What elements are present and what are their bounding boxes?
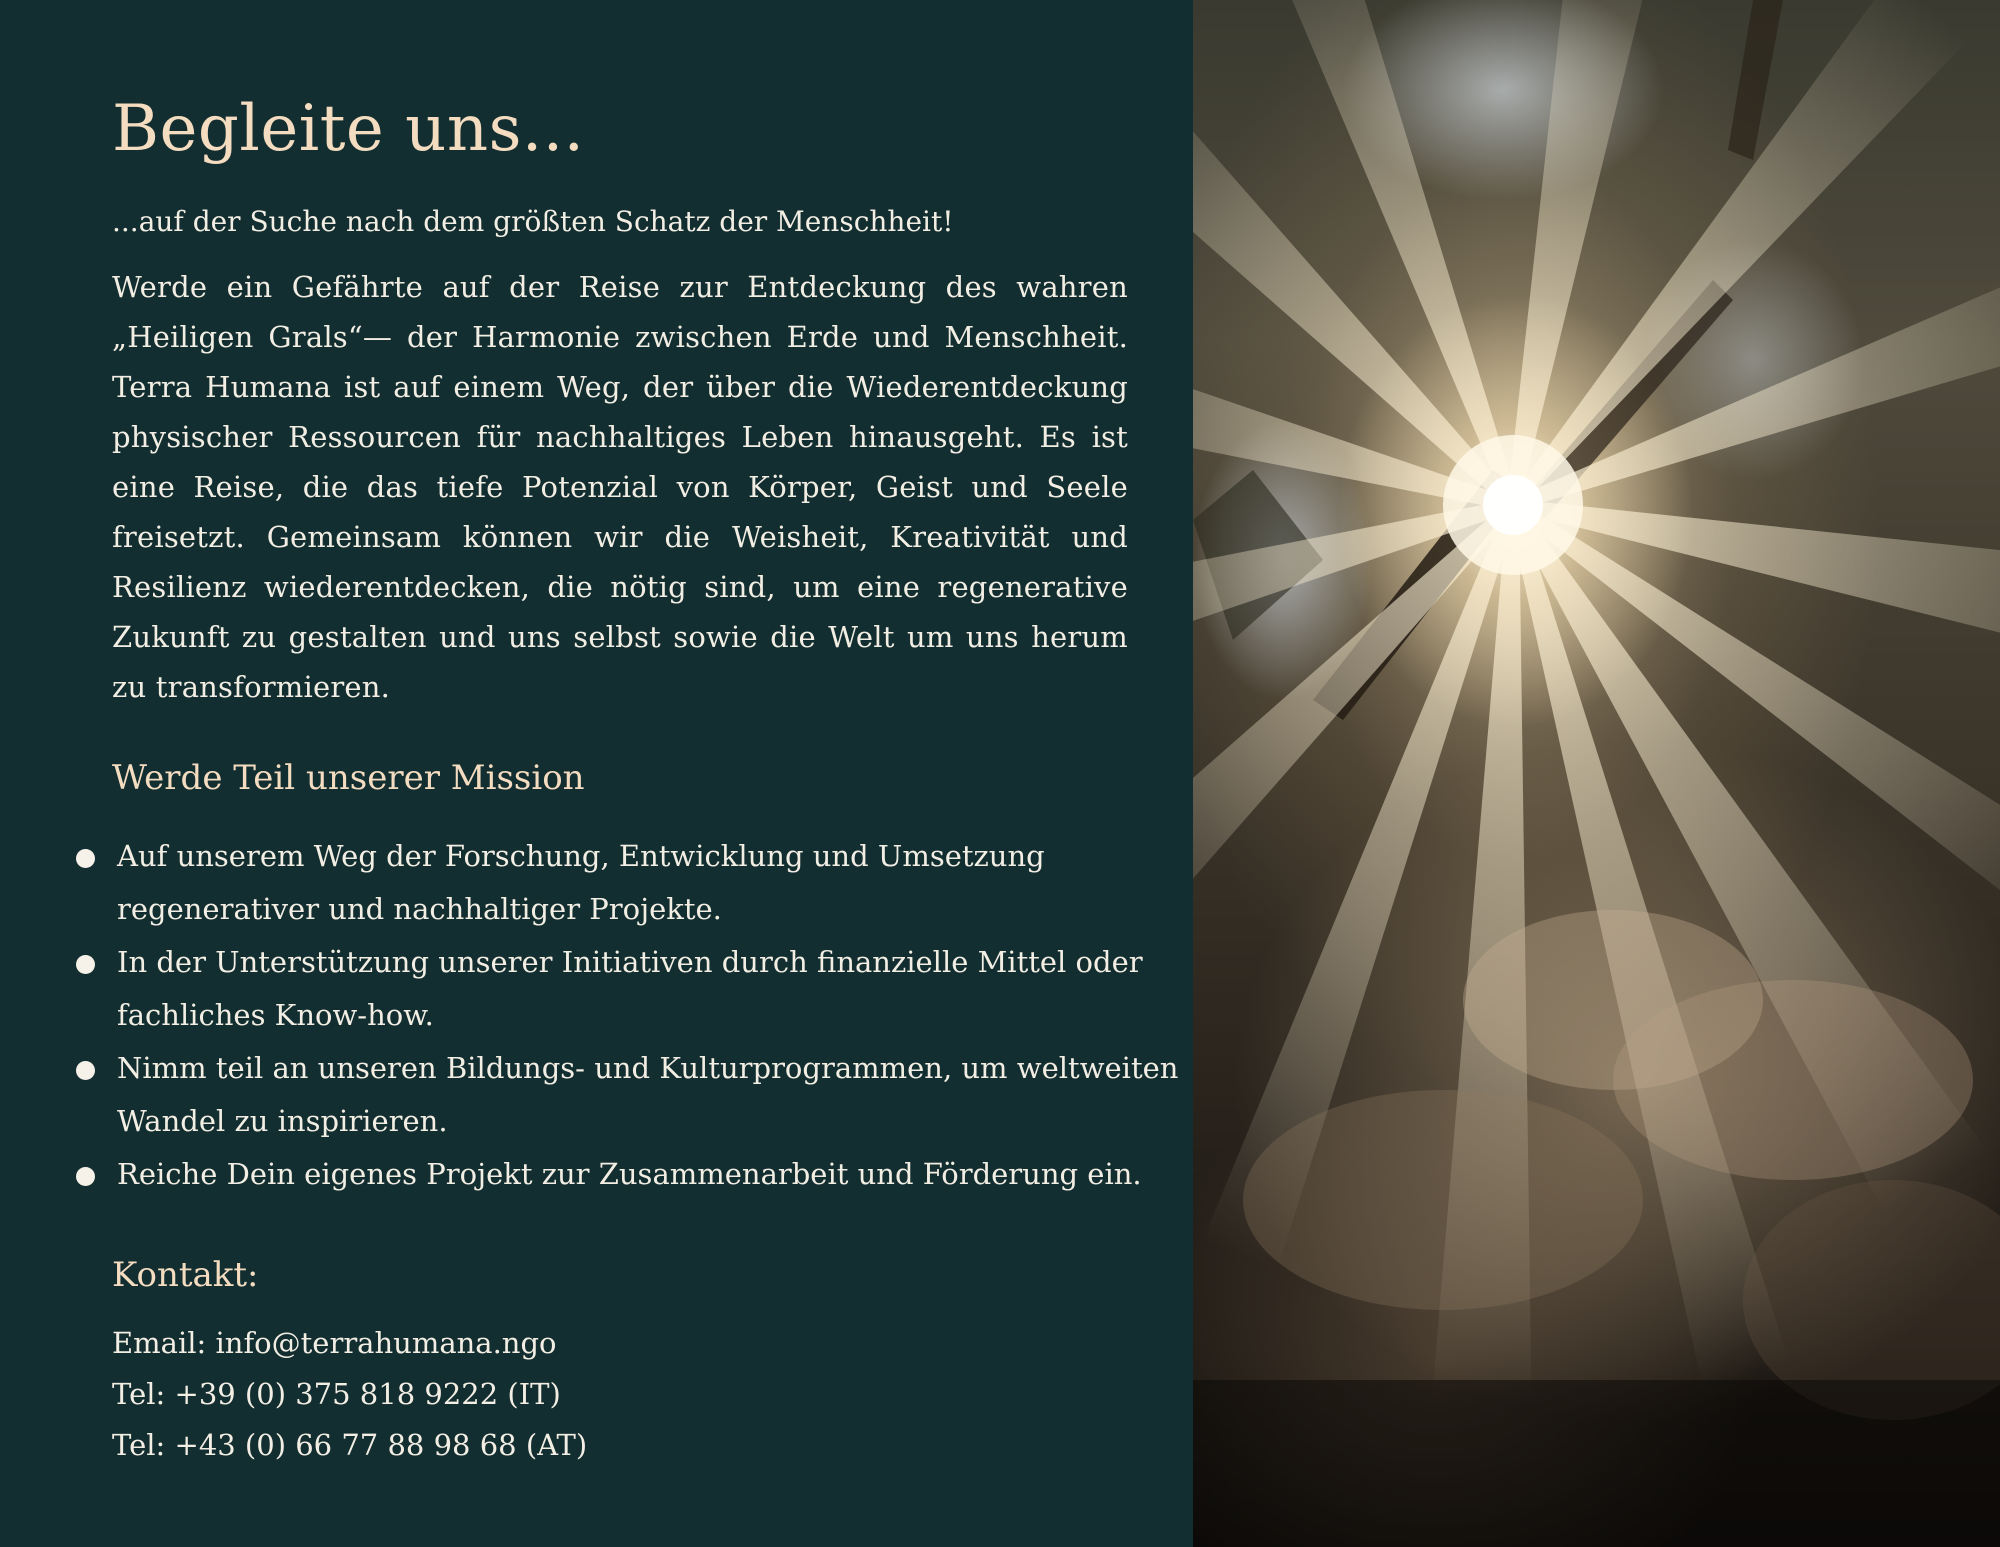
mission-heading: Werde Teil unserer Mission	[112, 758, 585, 798]
mission-list	[70, 830, 1180, 1201]
contact-heading: Kontakt:	[112, 1255, 259, 1295]
page-title: Begleite uns...	[112, 92, 585, 166]
contact-phone-it[interactable]: Tel: +39 (0) 375 818 9222 (IT)	[112, 1377, 561, 1411]
list-item-text: In der Unterstützung unserer Initiativen durch finanzielle Mittel oder fachliches Know-how.	[117, 945, 1143, 1032]
bullet-icon	[76, 1167, 95, 1186]
bullet-icon	[76, 1061, 95, 1080]
list-item	[70, 830, 1180, 936]
contact-email[interactable]: Email: info@terrahumana.ngo	[112, 1326, 557, 1360]
bullet-icon	[76, 955, 95, 974]
page-subtitle: ...auf der Suche nach dem größten Schatz der Menschheit!	[112, 205, 954, 238]
contact-phone-at[interactable]: Tel: +43 (0) 66 77 88 98 68 (AT)	[112, 1428, 588, 1462]
list-item	[70, 1148, 1180, 1201]
contact-block	[112, 1318, 587, 1471]
list-item-text: Nimm teil an unseren Bildungs- und Kulturprogrammen, um weltweiten Wandel zu inspirieren.	[117, 1051, 1179, 1138]
list-item-text: Reiche Dein eigenes Projekt zur Zusammenarbeit und Förderung ein.	[117, 1157, 1142, 1191]
list-item	[70, 936, 1180, 1042]
list-item-text: Auf unserem Weg der Forschung, Entwicklung und Umsetzung regenerativer und nachhaltiger Projekte.	[117, 839, 1045, 926]
list-item	[70, 1042, 1180, 1148]
forest-sunlight-photo	[1193, 0, 2000, 1547]
bullet-icon	[76, 849, 95, 868]
sun-rays-graphic	[1193, 0, 2000, 1547]
intro-paragraph: Werde ein Gefährte auf der Reise zur Entdeckung des wahren „Heiligen Grals“— der Harmonie zwischen Erde und Menschheit. Terra Humana ist auf einem Weg, der über die Wiederentdeckung physischer Ressourcen für nachhaltiges Leben hinausgeht. Es ist eine Reise, die das tiefe Potenzial von Körper, Geist und Seele freisetzt. Gemeinsam können wir die Weisheit, Kreativität und Resilienz wiederentdecken, die nötig sind, um eine regenerative Zukunft zu gestalten und uns selbst sowie die Welt um uns herum zu transformieren.	[112, 270, 1128, 704]
